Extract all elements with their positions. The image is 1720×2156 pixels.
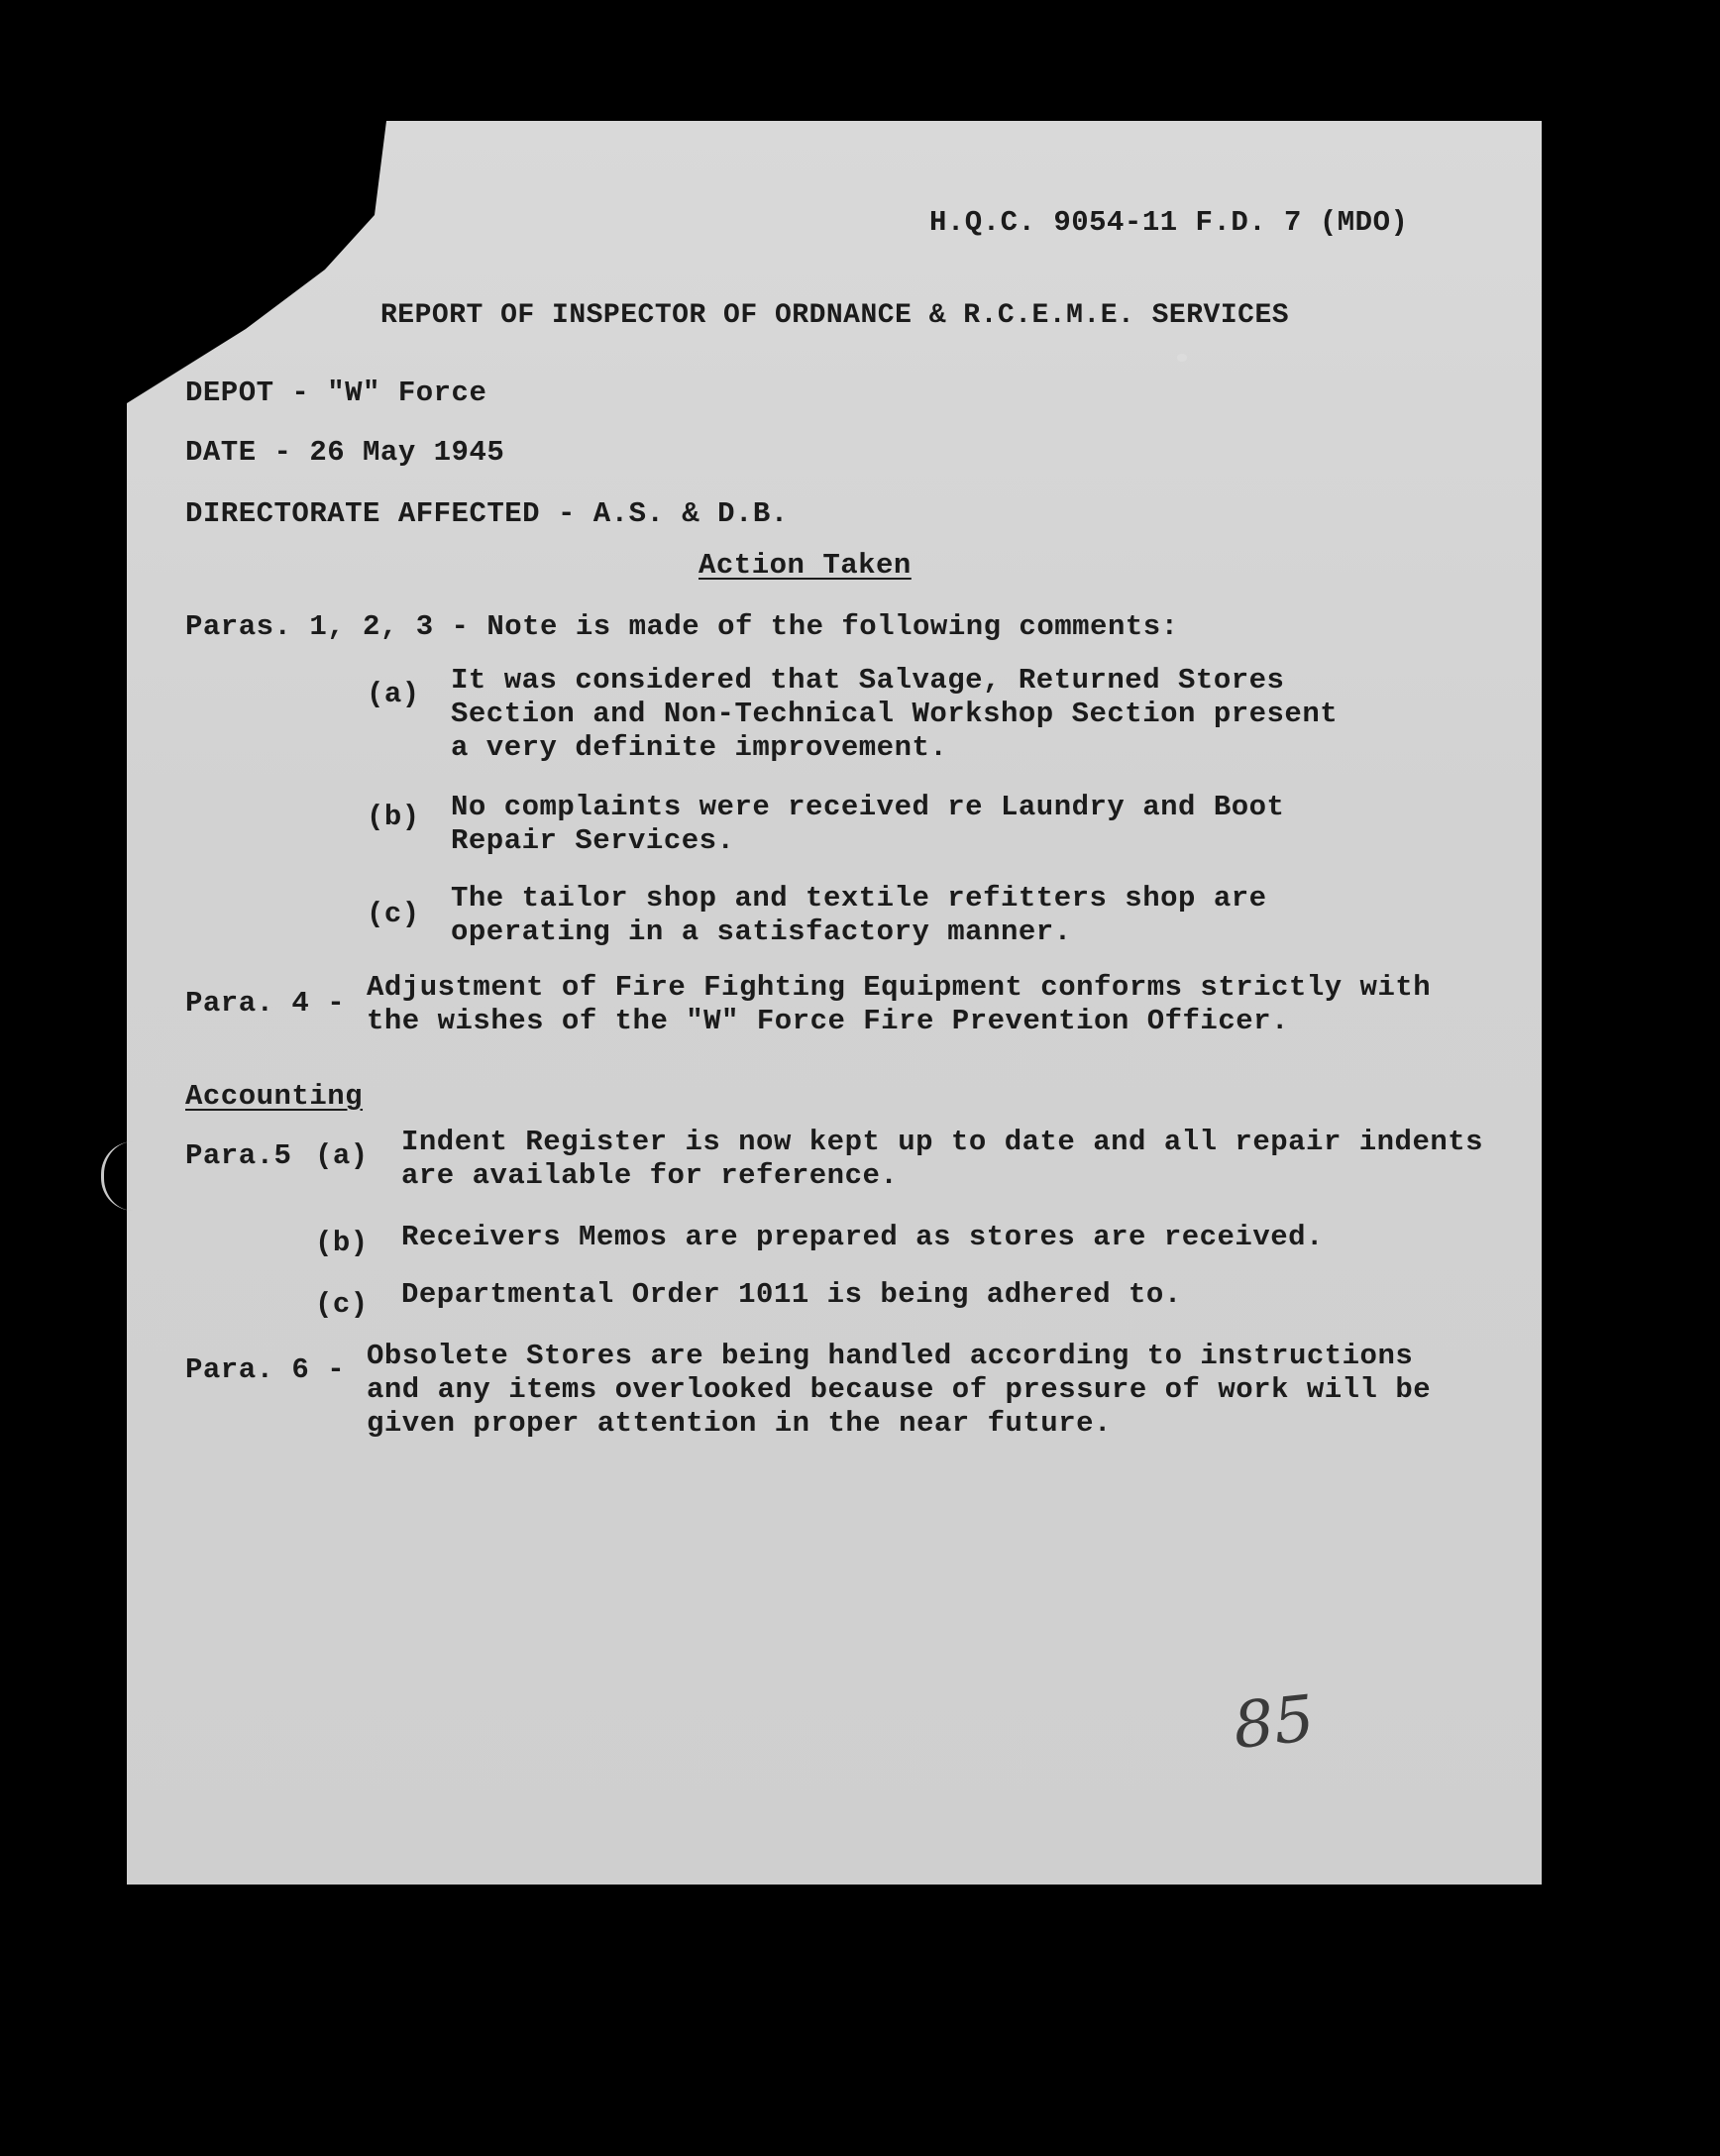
accounting-heading: Accounting: [185, 1080, 364, 1113]
item-b-label: (b): [367, 801, 420, 833]
handwritten-page-number: 85: [1230, 1681, 1319, 1765]
para-6-line-3: given proper attention in the near future.: [367, 1407, 1112, 1440]
paper-speck: [1177, 354, 1187, 362]
item-c-line-1: The tailor shop and textile refitters shop are: [451, 882, 1267, 915]
para-5-item-b-label: (b): [315, 1227, 369, 1259]
para-6-line-2: and any items overlooked because of pressure of work will be: [367, 1373, 1432, 1406]
para-5-item-a-line-2: are available for reference.: [401, 1159, 899, 1192]
item-b-line-2: Repair Services.: [451, 824, 735, 857]
para-5-item-c-label: (c): [315, 1288, 369, 1321]
para-5-item-c-line-1: Departmental Order 1011 is being adhered to.: [401, 1278, 1182, 1311]
report-title: REPORT OF INSPECTOR OF ORDNANCE & R.C.E.M.E. SERVICES: [380, 300, 1290, 331]
action-taken-heading: Action Taken: [699, 549, 912, 582]
para-4-line-2: the wishes of the "W" Force Fire Prevention Officer.: [367, 1005, 1289, 1037]
depot-line: DEPOT - "W" Force: [185, 377, 487, 409]
para-5-item-a-line-1: Indent Register is now kept up to date and all repair indents: [401, 1126, 1484, 1158]
item-a-line-3: a very definite improvement.: [451, 731, 948, 764]
para-6-line-1: Obsolete Stores are being handled according to instructions: [367, 1340, 1414, 1372]
date-line: DATE - 26 May 1945: [185, 436, 505, 469]
item-a-label: (a): [367, 678, 420, 710]
para-6-label: Para. 6 -: [185, 1353, 346, 1386]
item-a-line-2: Section and Non-Technical Workshop Section present: [451, 698, 1339, 730]
item-a-line-1: It was considered that Salvage, Returned Stores: [451, 664, 1285, 697]
item-b-line-1: No complaints were received re Laundry and Boot: [451, 791, 1285, 823]
margin-mark: [101, 1141, 134, 1211]
item-c-label: (c): [367, 898, 420, 930]
directorate-line: DIRECTORATE AFFECTED - A.S. & D.B.: [185, 497, 789, 530]
para-5-item-b-line-1: Receivers Memos are prepared as stores are received.: [401, 1221, 1324, 1253]
paras-1-2-3-intro: Paras. 1, 2, 3 - Note is made of the following comments:: [185, 610, 1179, 643]
para-5-label: Para.5: [185, 1139, 292, 1172]
para-4-label: Para. 4 -: [185, 987, 346, 1020]
reference-number: H.Q.C. 9054-11 F.D. 7 (MDO): [929, 206, 1409, 239]
para-4-line-1: Adjustment of Fire Fighting Equipment conforms strictly with: [367, 971, 1432, 1004]
item-c-line-2: operating in a satisfactory manner.: [451, 916, 1072, 948]
para-5-item-a-label: (a): [315, 1139, 369, 1172]
